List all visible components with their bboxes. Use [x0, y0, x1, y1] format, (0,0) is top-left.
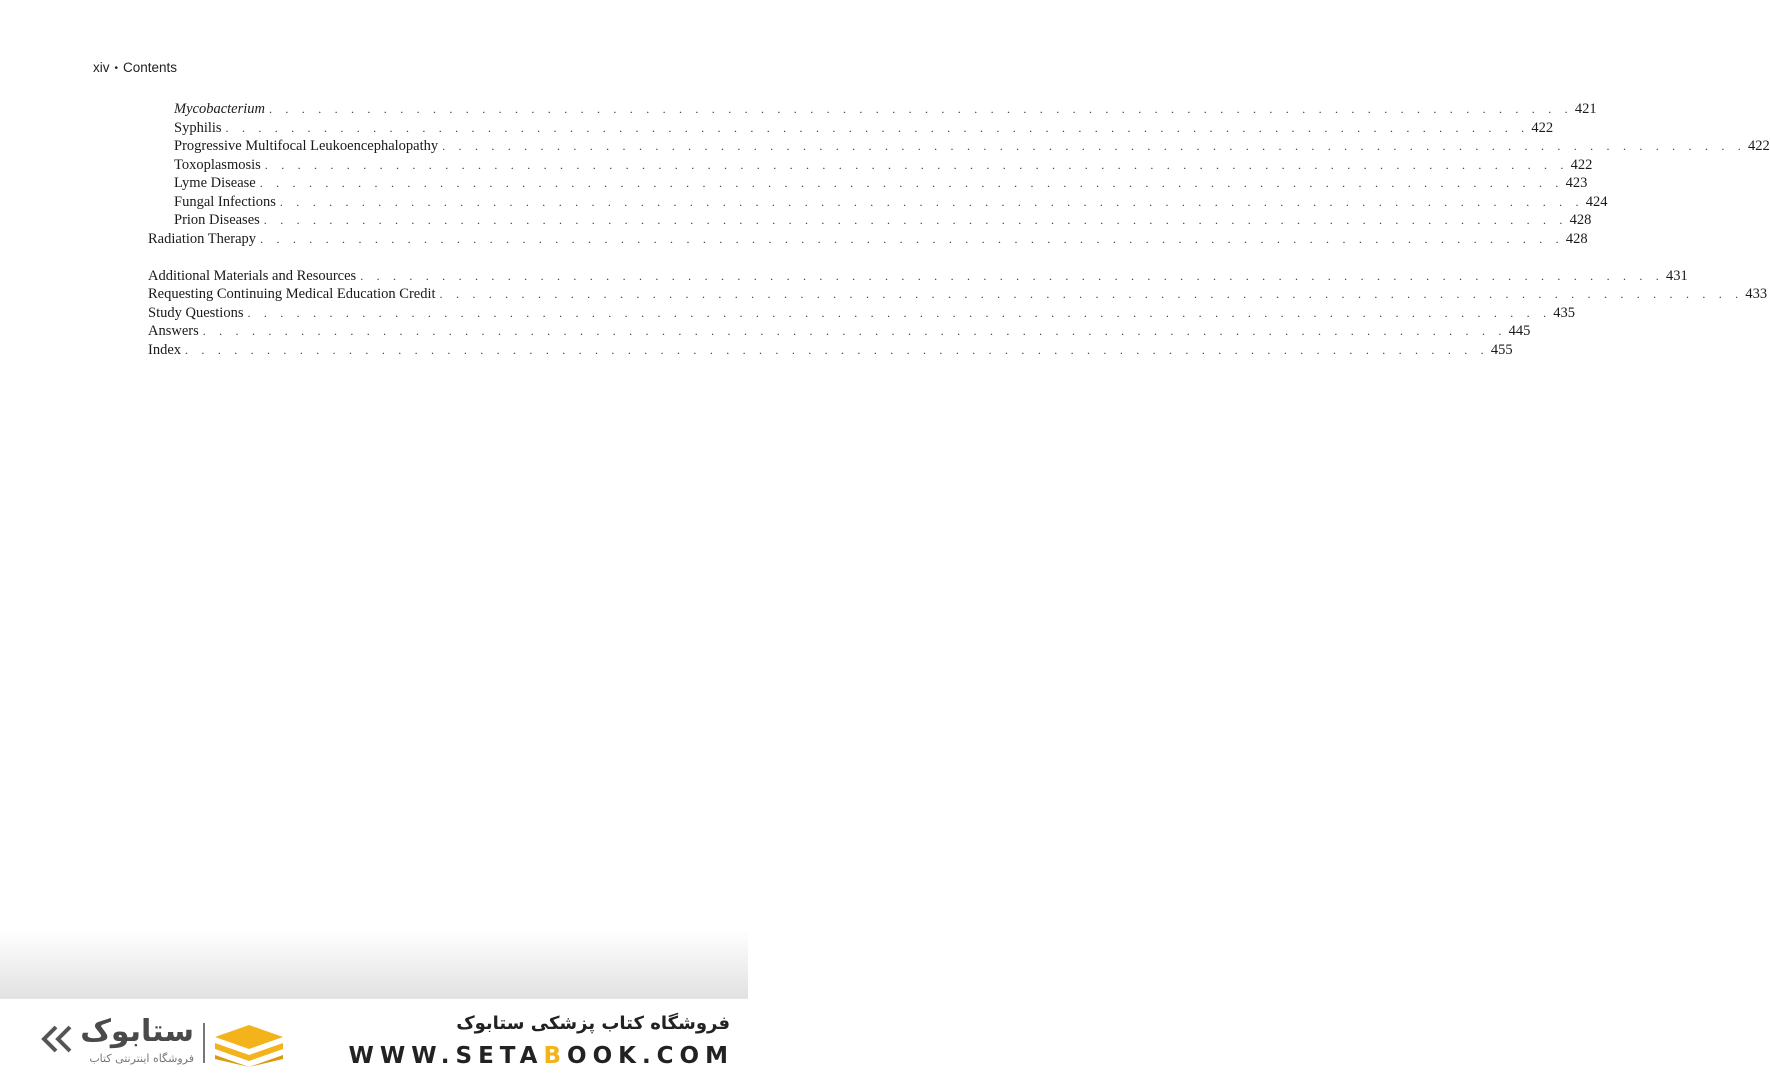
toc-entry-title: Index — [148, 341, 182, 358]
page-label: xiv — [93, 60, 110, 75]
dot-leader: . . . . . . . . . . . . . . . . . . . . . . . . . . . . . . . . . . . . . . . . . . . . . . . . . . . . . . . . . . . . . . . . . . . . . . . . . . . . . . . . — [279, 194, 1584, 209]
toc-entry — [174, 156, 1593, 174]
dot-leader: . . . . . . . . . . . . . . . . . . . . . . . . . . . . . . . . . . . . . . . . . . . . . . . . . . . . . . . . . . . . . . . . . . . . . . . . . . . . . . . . — [259, 176, 1564, 190]
shop-title: فروشگاه کتاب پزشکی ستابوک — [456, 1013, 730, 1034]
toc-entry — [148, 267, 1688, 285]
dot-leader: . . . . . . . . . . . . . . . . . . . . . . . . . . . . . . . . . . . . . . . . . . . . . . . . . . . . . . . . . . . . . . . . . . . . . . . . . . . . . . . . — [442, 139, 1746, 153]
running-head — [93, 60, 177, 75]
toc-entry-title: Study Questions — [148, 304, 244, 321]
toc-entry-page: 431 — [1666, 267, 1688, 284]
toc-entry-page: 423 — [1565, 175, 1588, 191]
toc-entry-page: 445 — [1508, 323, 1531, 339]
toc-entry-page: 433 — [1745, 286, 1768, 302]
dot-leader: . . . . . . . . . . . . . . . . . . . . . . . . . . . . . . . . . . . . . . . . . . . . . . . . . . . . . . . . . . . . . . . . . . . . . . . . . . . . . . . . — [185, 342, 1489, 357]
toc-entry — [174, 174, 1588, 192]
double-chevron-icon — [40, 1024, 74, 1054]
brand-name: ستابوک — [80, 1014, 194, 1049]
toc-entry-page: 422 — [1570, 156, 1593, 173]
toc-entry-page: 422 — [1531, 119, 1554, 136]
toc-entry-page: 421 — [1574, 101, 1597, 117]
toc-entry-title: Mycobacterium — [174, 101, 265, 117]
dot-leader: . . . . . . . . . . . . . . . . . . . . . . . . . . . . . . . . . . . . . . . . . . . . . . . . . . . . . . . . . . . . . . . . . . . . . . . . . . . . . . . . — [439, 287, 1744, 301]
toc-entry-title: Toxoplasmosis — [174, 156, 261, 173]
site-url[interactable] — [349, 1043, 734, 1069]
toc-entry — [148, 322, 1531, 340]
logo-divider — [203, 1023, 205, 1063]
toc-entry-title: Requesting Continuing Medical Education Credit — [148, 286, 436, 302]
toc-entry — [174, 137, 1770, 155]
section-title: Contents — [123, 60, 178, 75]
dot-leader: . . . . . . . . . . . . . . . . . . . . . . . . . . . . . . . . . . . . . . . . . . . . . . . . . . . . . . . . . . . . . . . . . . . . . . . . . . . . . . . . — [260, 231, 1564, 246]
toc-entry — [174, 119, 1554, 137]
dot-leader: . . . . . . . . . . . . . . . . . . . . . . . . . . . . . . . . . . . . . . . . . . . . . . . . . . . . . . . . . . . . . . . . . . . . . . . . . . . . . . . . — [202, 324, 1507, 338]
toc-entry-title: Prion Diseases — [174, 212, 260, 228]
brand-logo — [40, 1014, 198, 1074]
toc-entry-title: Fungal Infections — [174, 193, 276, 210]
url-highlight: B — [543, 1043, 568, 1069]
toc-entry-page: 428 — [1565, 230, 1588, 247]
toc-entry-title: Progressive Multifocal Leukoencephalopathy — [174, 138, 439, 154]
header-separator: • — [114, 63, 119, 74]
toc-entry — [174, 193, 1608, 211]
toc-entry-title: Syphilis — [174, 119, 222, 136]
toc-entry — [148, 285, 1768, 303]
toc-entry — [174, 100, 1597, 118]
dot-leader: . . . . . . . . . . . . . . . . . . . . . . . . . . . . . . . . . . . . . . . . . . . . . . . . . . . . . . . . . . . . . . . . . . . . . . . . . . . . . . . . — [360, 268, 1664, 283]
toc-entry-page: 422 — [1747, 138, 1770, 154]
stacked-books-icon — [213, 1023, 285, 1067]
dot-leader: . . . . . . . . . . . . . . . . . . . . . . . . . . . . . . . . . . . . . . . . . . . . . . . . . . . . . . . . . . . . . . . . . . . . . . . . . . . . . . . . — [264, 157, 1569, 172]
toc-entry — [148, 230, 1588, 248]
toc-entry-title: Radiation Therapy — [148, 230, 257, 247]
toc-entry-title: Answers — [148, 323, 199, 339]
toc-entry-page: 424 — [1585, 193, 1608, 210]
toc-entry — [174, 211, 1592, 229]
toc-entry-page: 428 — [1569, 212, 1592, 228]
dot-leader: . . . . . . . . . . . . . . . . . . . . . . . . . . . . . . . . . . . . . . . . . . . . . . . . . . . . . . . . . . . . . . . . . . . . . . . . . . . . . . . . — [247, 305, 1552, 320]
url-prefix: WWW.SETA — [348, 1043, 544, 1069]
dot-leader: . . . . . . . . . . . . . . . . . . . . . . . . . . . . . . . . . . . . . . . . . . . . . . . . . . . . . . . . . . . . . . . . . . . . . . . . . . . . . . . . — [269, 102, 1573, 116]
toc-entry — [148, 304, 1576, 322]
toc-entry — [148, 341, 1513, 359]
page-shadow — [0, 930, 748, 1000]
brand-tagline: فروشگاه اینترنتی کتاب — [89, 1052, 194, 1065]
watermark-banner — [0, 998, 748, 1081]
toc-entry-page: 455 — [1490, 341, 1513, 358]
toc-entry-title: Lyme Disease — [174, 175, 256, 191]
toc-entry-title: Additional Materials and Resources — [148, 267, 357, 284]
dot-leader: . . . . . . . . . . . . . . . . . . . . . . . . . . . . . . . . . . . . . . . . . . . . . . . . . . . . . . . . . . . . . . . . . . . . . . . . . . . . . . . . — [225, 120, 1530, 135]
url-suffix: OOK.COM — [567, 1043, 734, 1069]
dot-leader: . . . . . . . . . . . . . . . . . . . . . . . . . . . . . . . . . . . . . . . . . . . . . . . . . . . . . . . . . . . . . . . . . . . . . . . . . . . . . . . . — [263, 213, 1568, 227]
toc-entry-page: 435 — [1553, 304, 1576, 321]
